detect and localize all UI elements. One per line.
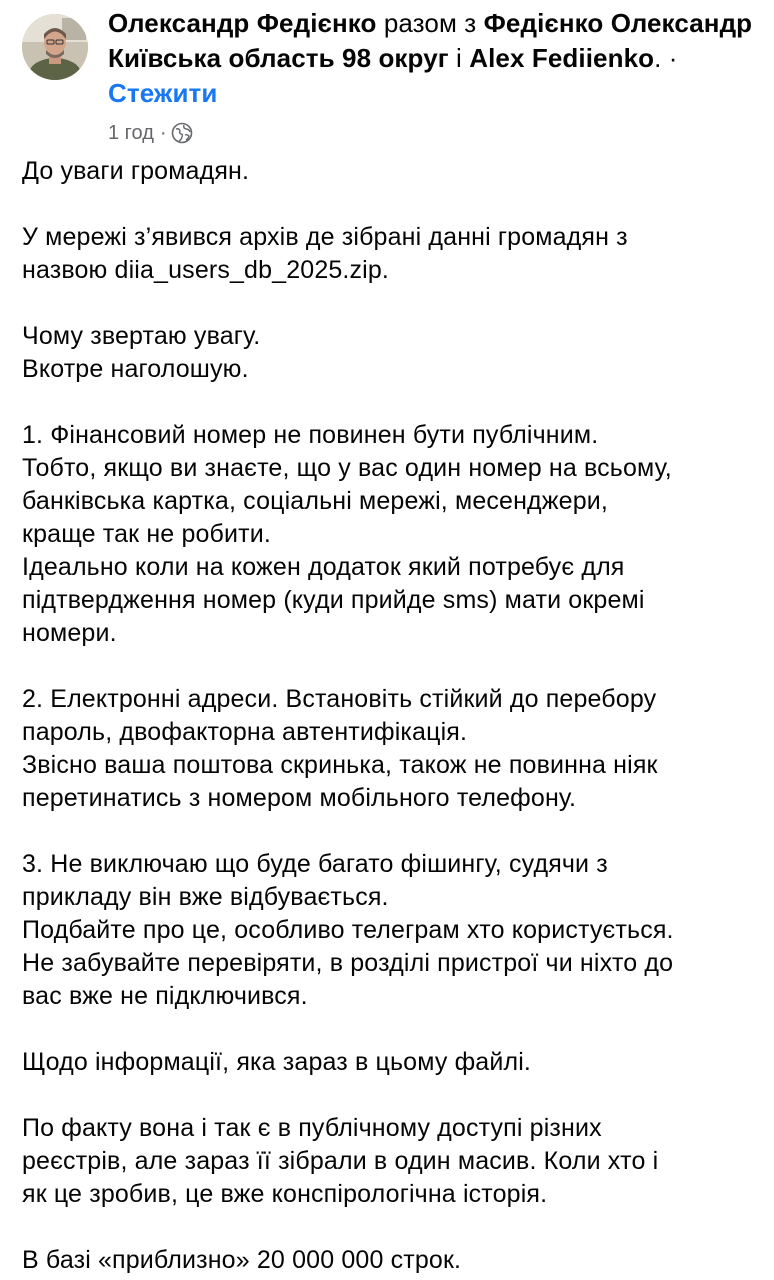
post-line: назвою diia_users_db_2025.zip. xyxy=(22,256,390,284)
post-line: Звісно ваша поштова скринька, також не повинна ніяк xyxy=(22,751,658,779)
meta-dot: · xyxy=(159,122,167,144)
post-line: По факту вона і так є в публічному доступі різних xyxy=(22,1114,602,1142)
post-line: вас вже не підключився. xyxy=(22,982,308,1010)
post-line: підтвердження номер (куди прийде sms) мати окремі xyxy=(22,586,645,614)
author-avatar[interactable] xyxy=(22,14,88,80)
post-line: В базі «приблизно» 20 000 000 строк. xyxy=(22,1246,462,1274)
post-line: 3. Не виключаю що буде багато фішингу, судячи з xyxy=(22,850,608,878)
author-name-link[interactable]: Олександр Федієнко xyxy=(108,8,377,38)
post-line: прикладу він вже відбувається. xyxy=(22,883,389,911)
post-header xyxy=(22,6,762,146)
author-line xyxy=(108,6,758,111)
post-line: банківська картка, соціальні мережі, месенджери, xyxy=(22,487,608,515)
and-text: і xyxy=(456,43,462,73)
post-line: реєстрів, але зараз її зібрали в один масив. Коли хто і xyxy=(22,1147,659,1175)
post-line: перетинатись з номером мобільного телефону. xyxy=(22,784,577,812)
post-line: краще так не робити. xyxy=(22,520,271,548)
post-line: пароль, двофакторна автентифікація. xyxy=(22,718,468,746)
post-meta xyxy=(108,118,193,148)
post-line: номери. xyxy=(22,619,117,647)
globe-icon[interactable] xyxy=(171,122,193,144)
post-line: 1. Фінансовий номер не повинен бути публічним. xyxy=(22,421,599,449)
post-timestamp[interactable]: 1 год xyxy=(108,122,154,144)
post-line: До уваги громадян. xyxy=(22,157,250,185)
post-body xyxy=(22,155,767,1277)
post-line: Вкотре наголошую. xyxy=(22,355,249,383)
follow-button[interactable]: Стежити xyxy=(108,78,218,108)
post-line: Ідеально коли на кожен додаток який потребує для xyxy=(22,553,625,581)
post-line: Тобто, якщо ви знаєте, що у вас один номер на всьому, xyxy=(22,454,672,482)
post-line: У мережі з’явився архів де зібрані данні громадян з xyxy=(22,223,628,251)
post-line: Щодо інформації, яка зараз в цьому файлі. xyxy=(22,1048,532,1076)
post-line: 2. Електронні адреси. Встановіть стійкий до перебору xyxy=(22,685,657,713)
post-line: Не забувайте перевіряти, в розділі пристрої чи ніхто до xyxy=(22,949,674,977)
tagged-profile-link-1[interactable]: Федієнко Олександр Київська область 98 округ xyxy=(108,8,753,73)
post-line: Чому звертаю увагу. xyxy=(22,322,261,350)
follow-separator: . · xyxy=(654,43,678,73)
tagged-profile-link-2[interactable]: Alex Fediienko xyxy=(469,43,655,73)
post-line: Подбайте про це, особливо телеграм хто користується. xyxy=(22,916,674,944)
post-line: як це зробив, це вже конспірологічна історія. xyxy=(22,1180,548,1208)
avatar-image xyxy=(22,14,88,80)
with-text: разом з xyxy=(383,8,477,38)
